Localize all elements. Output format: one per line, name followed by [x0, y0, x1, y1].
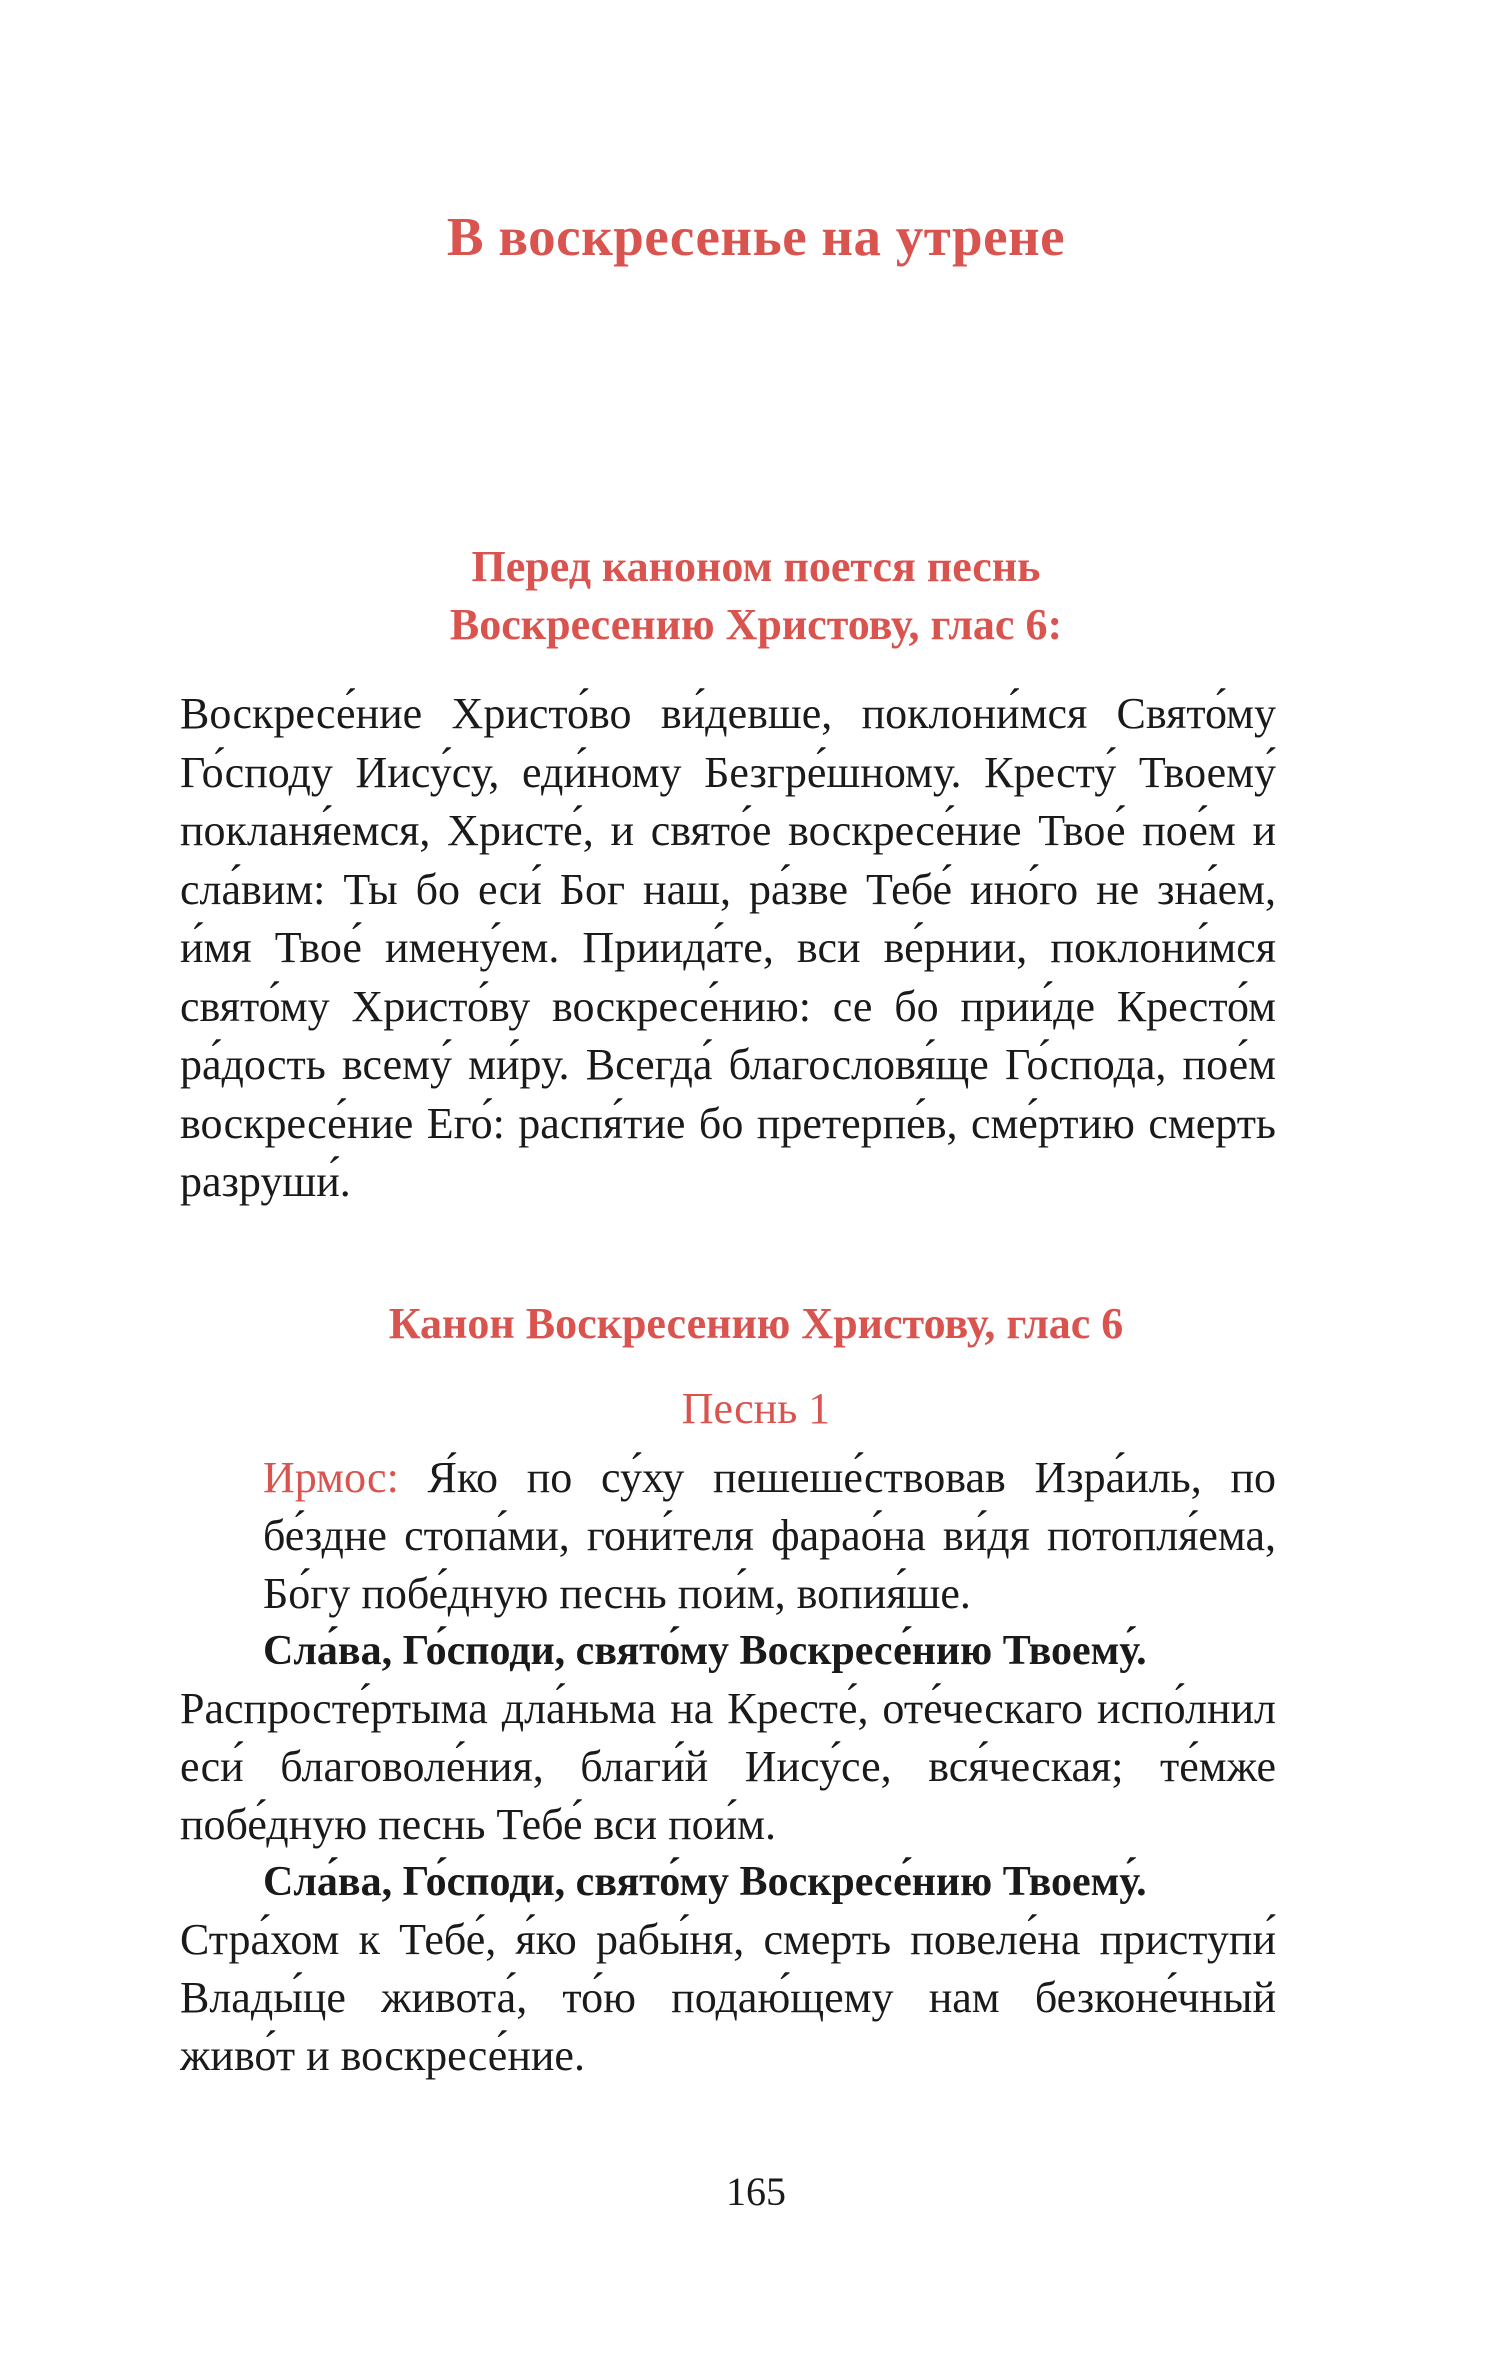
intro-heading-line1: Перед каноном поется песнь	[471, 542, 1041, 591]
intro-text: Воскресе́ние Христо́во ви́девше, поклони́мся Свято́му Го́споду Иису́су, еди́ному Безгре́шному. Кресту́ Твоему́ покланя́емся, Христе́, и свято́е воскресе́ние Твое́ пое́м и сла́вим: Ты бо еси́ Бог наш, ра́зве Тебе́ ино́го не зна́ем, и́мя Твое́ имену́ем. Приида́те, вси ве́рнии, поклони́мся свято́му Христо́ву воскресе́нию: се бо прии́де Кресто́м ра́дость всему́ ми́ру. Всегда́ благословя́ще Го́спода, пое́м воскресе́ние Его́: распя́тие бо претерпе́в, сме́ртию смерть разруши́.	[180, 689, 1276, 1206]
irmos-paragraph	[263, 1449, 1276, 1623]
song-label: Песнь 1	[681, 1384, 831, 1433]
intro-heading-line2: Воскресению Христову, глас 6:	[449, 600, 1063, 649]
page-title: В воскресенье на утрене	[446, 206, 1066, 267]
refrain-1: Сла́ва, Го́споди, свято́му Воскресе́нию Твоему́.	[263, 1628, 1147, 1674]
intro-heading	[0, 538, 1512, 654]
page-number: 165	[726, 2169, 786, 2214]
canon-heading: Канон Воскресению Христову, глас 6	[388, 1299, 1124, 1348]
troparion-2: Стра́хом к Тебе́, я́ко рабы́ня, смерть повеле́на приступи́ Влады́це живота́, то́ю подаю́щему нам безконе́чный живо́т и воскресе́ние.	[180, 1915, 1276, 2080]
irmos-text: Я́ко по су́ху пешеше́ствовав Изра́иль, по бе́здне стопа́ми, гони́теля фарао́на ви́дя потопля́ема, Бо́гу побе́дную песнь пои́м, вопия́ше.	[263, 1453, 1276, 1618]
irmos-label: Ирмос:	[263, 1453, 399, 1502]
troparion-1: Распросте́ртыма дла́ньма на Кресте́, оте́ческаго испо́лнил еси́ благоволе́ния, благи́й Иису́се, вся́ческая; те́мже побе́дную песнь Тебе́ вси пои́м.	[180, 1684, 1276, 1849]
refrain-2: Сла́ва, Го́споди, свято́му Воскресе́нию Твоему́.	[263, 1859, 1147, 1905]
